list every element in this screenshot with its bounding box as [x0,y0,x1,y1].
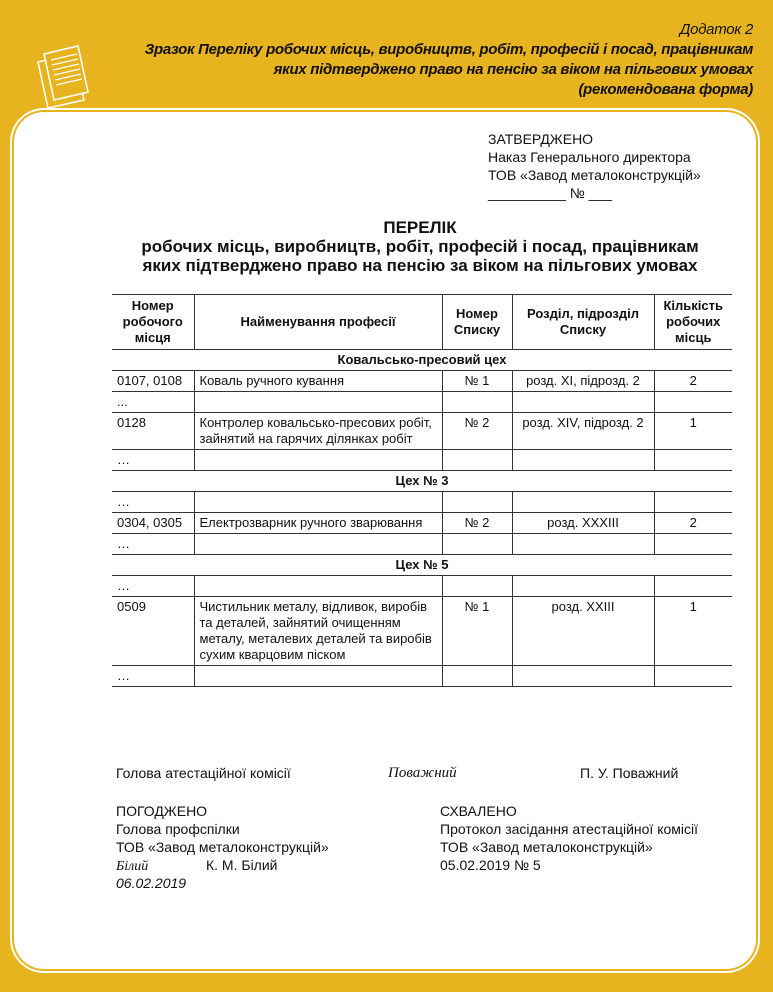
agreed-heading: ПОГОДЖЕНО [116,803,208,819]
table-row [112,597,732,666]
cell-count [654,492,732,513]
table-row [112,392,732,413]
cell-profession [194,576,442,597]
cell-list [442,492,512,513]
col-header-section: Розділ, підрозділ Списку [512,295,654,350]
cell-workplace: … [112,492,194,513]
cell-workplace: 0509 [112,597,194,666]
col-header-profession: Найменування професії [194,295,442,350]
header-title-line3: (рекомендована форма) [578,81,753,98]
section-row [112,350,732,371]
cell-list [442,392,512,413]
cell-list [442,450,512,471]
header-title-line2: яких підтверджено право на пенсію за віком на пільгових умовах [273,61,753,78]
cell-section [512,576,654,597]
cell-profession [194,492,442,513]
cell-workplace: ... [112,392,194,413]
cell-list: № 1 [442,371,512,392]
cell-workplace: … [112,576,194,597]
cell-section: розд. XXXIII [512,513,654,534]
section-title: Цех № 3 [112,471,732,492]
cell-section: розд. XXIII [512,597,654,666]
table-row [112,576,732,597]
praised-block [440,802,698,874]
praised-date-number: 05.02.2019 № 5 [440,857,541,873]
page-header [145,20,753,100]
header-title-line1: Зразок Переліку робочих місць, виробництв, робіт, професій і посад, працівникам [144,41,753,58]
document-icon [34,40,94,110]
cell-profession: Чистильник металу, відливок, виробів та деталей, зайнятий очищенням металу, металевих деталей та виробів сухим кварцовим піском [194,597,442,666]
table-row [112,666,732,687]
title-main: ПЕРЕЛІК [383,218,457,237]
agreed-company: ТОВ «Завод металоконструкцій» [116,839,329,855]
praised-protocol: Протокол засідання атестаційної комісії [440,821,699,837]
cell-profession [194,392,442,413]
col-header-count: Кількість робочих місць [654,295,732,350]
cell-list: № 2 [442,513,512,534]
cell-list [442,576,512,597]
agreed-name: К. М. Білий [206,857,278,873]
agreed-block [116,802,329,892]
commission-signature: Поважний [388,765,457,781]
cell-section: розд. XI, підрозд. 2 [512,371,654,392]
title-sub1: робочих місць, виробництв, робіт, професій і посад, працівникам [141,237,699,256]
cell-section [512,666,654,687]
approved-heading: ЗАТВЕРДЖЕНО [488,131,594,147]
table-row [112,413,732,450]
table-header-row [112,295,732,350]
document-title [100,218,740,275]
cell-count: 1 [654,413,732,450]
approved-number: __________ № ___ [488,185,613,201]
cell-workplace: … [112,534,194,555]
table-row [112,513,732,534]
cell-list [442,534,512,555]
col-header-list-number: Номер Списку [442,295,512,350]
approved-order: Наказ Генерального директора [488,149,691,165]
cell-count [654,450,732,471]
agreed-signature: Білий [116,859,149,874]
cell-section [512,534,654,555]
table-row [112,371,732,392]
cell-section: розд. XIV, підрозд. 2 [512,413,654,450]
cell-list: № 2 [442,413,512,450]
praised-company: ТОВ «Завод металоконструкцій» [440,839,653,855]
table-row [112,492,732,513]
section-row [112,555,732,576]
cell-count: 2 [654,371,732,392]
agreed-date: 06.02.2019 [116,875,187,891]
cell-profession [194,450,442,471]
cell-workplace: 0107, 0108 [112,371,194,392]
cell-workplace: 0304, 0305 [112,513,194,534]
cell-section [512,450,654,471]
cell-section [512,392,654,413]
cell-count [654,534,732,555]
approved-block [488,130,701,202]
cell-profession [194,666,442,687]
approved-company: ТОВ «Завод металоконструкцій» [488,167,701,183]
cell-count: 1 [654,597,732,666]
commission-name: П. У. Поважний [580,765,679,781]
cell-workplace: … [112,450,194,471]
title-sub2: яких підтверджено право на пенсію за віком на пільгових умовах [142,256,698,275]
cell-list: № 1 [442,597,512,666]
cell-profession: Контролер ковальсько-пресових робіт, зайнятий на гарячих ділянках робіт [194,413,442,450]
cell-section [512,492,654,513]
cell-workplace: … [112,666,194,687]
cell-count: 2 [654,513,732,534]
cell-count [654,576,732,597]
cell-list [442,666,512,687]
cell-count [654,392,732,413]
cell-count [654,666,732,687]
section-title: Цех № 5 [112,555,732,576]
workplace-table [112,294,732,687]
cell-profession: Коваль ручного кування [194,371,442,392]
section-row [112,471,732,492]
table-row [112,534,732,555]
col-header-workplace-number: Номер робочого місця [112,295,194,350]
commission-role: Голова атестаційної комісії [116,765,291,781]
annex-label: Додаток 2 [679,21,753,38]
praised-heading: СХВАЛЕНО [440,803,517,819]
section-title: Ковальсько-пресовий цех [112,350,732,371]
cell-profession: Електрозварник ручного зварювання [194,513,442,534]
agreed-role: Голова профспілки [116,821,240,837]
cell-workplace: 0128 [112,413,194,450]
cell-profession [194,534,442,555]
table-row [112,450,732,471]
